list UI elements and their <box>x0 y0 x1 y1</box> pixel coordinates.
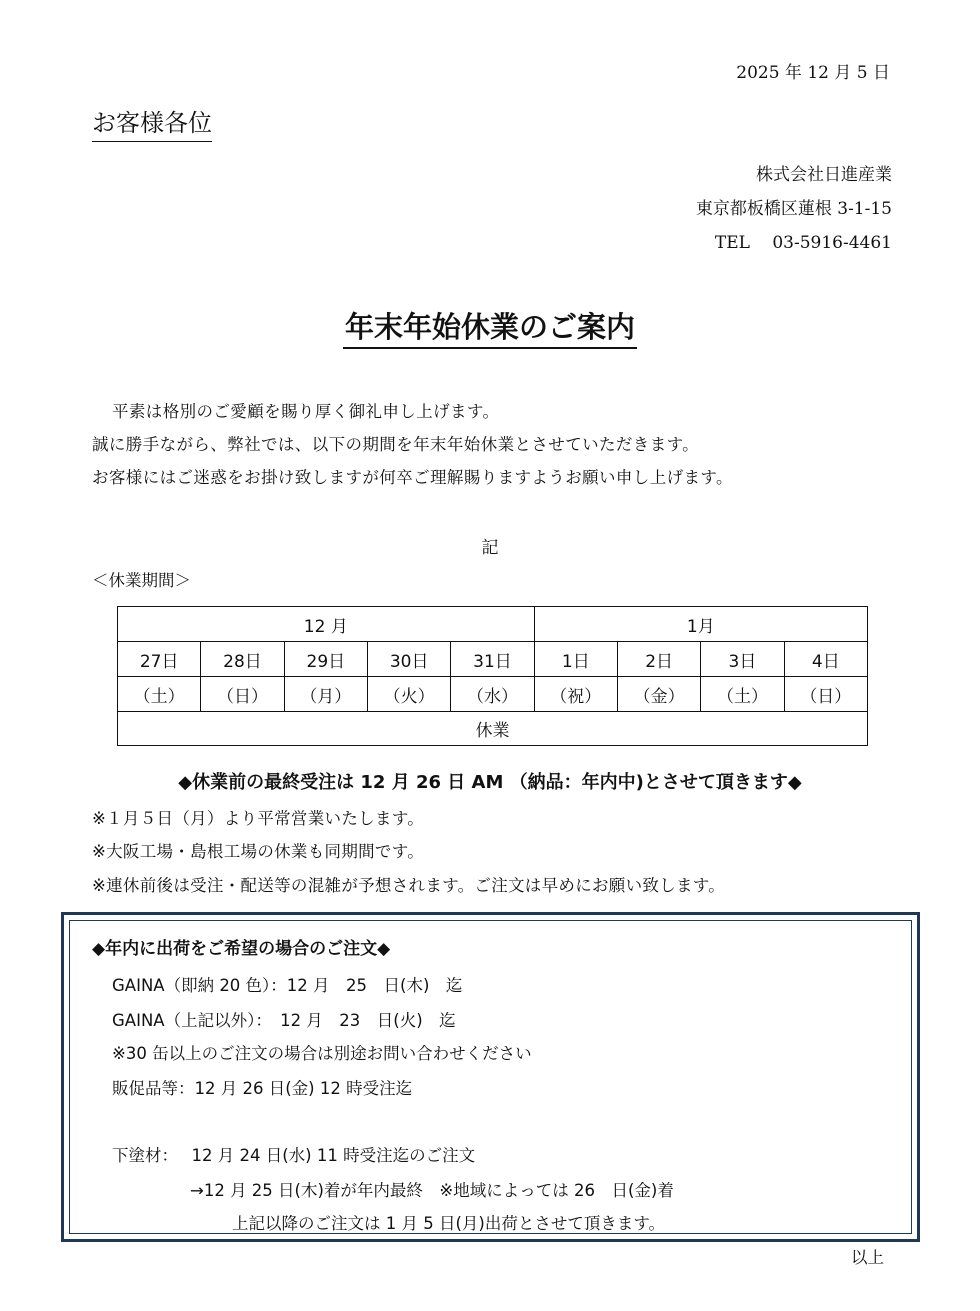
last-order-notice: ◆休業前の最終受注は 12 月 26 日 AM （納品：年内中)とさせて頂きます◆ <box>178 772 802 793</box>
weekday-cell: （月） <box>284 677 367 712</box>
day-cell: 31日 <box>451 642 534 677</box>
shipping-box-title: ◆年内に出荷をご希望の場合のご注文◆ <box>92 939 391 959</box>
status-row <box>118 712 868 746</box>
closed-status-cell: 休業 <box>118 712 868 746</box>
note-factories: ※大阪工場・島根工場の休業も同期間です。 <box>92 842 425 861</box>
company-name: 株式会社日進産業 <box>756 165 892 185</box>
period-label: ＜休業期間＞ <box>92 571 191 590</box>
day-cell: 28日 <box>201 642 284 677</box>
ki-heading: 記 <box>481 538 499 558</box>
company-address: 東京都板橋区蓮根 3-1-15 <box>695 199 892 219</box>
day-cell: 1日 <box>534 642 617 677</box>
shipping-bulk-note: ※30 缶以上のご注文の場合は別途お問い合わせください <box>112 1044 532 1063</box>
holiday-calendar-table <box>117 606 868 746</box>
shipping-after-note: 上記以降のご注文は 1 月 5 日(月)出荷とさせて頂きます。 <box>232 1214 666 1233</box>
company-tel: TEL 03-5916-4461 <box>714 233 892 253</box>
weekday-cell: （火） <box>367 677 450 712</box>
weekday-cell: （土） <box>701 677 784 712</box>
day-cell: 2日 <box>617 642 700 677</box>
note-congestion: ※連休前後は受注・配送等の混雑が予想されます。ご注文は早めにお願い致します。 <box>92 876 726 895</box>
weekday-cell: （水） <box>451 677 534 712</box>
weekday-cell: （日） <box>784 677 867 712</box>
body-line-1: 平素は格別のご愛顧を賜り厚く御礼申し上げます。 <box>112 402 500 421</box>
day-cell: 30日 <box>367 642 450 677</box>
weekday-cell: （日） <box>201 677 284 712</box>
shipping-promo: 販促品等：12 月 26 日(金) 12 時受注迄 <box>112 1079 413 1098</box>
day-cell: 3日 <box>701 642 784 677</box>
weekday-cell: （金） <box>617 677 700 712</box>
note-resume: ※１月５日（月）より平常営業いたします。 <box>92 809 425 828</box>
document-date: 2025 年 12 月 5 日 <box>736 63 890 83</box>
day-cell: 29日 <box>284 642 367 677</box>
body-line-2: 誠に勝手ながら、弊社では、以下の期間を年末年始休業とさせていただきます。 <box>92 435 700 454</box>
shipping-gaina-other: GAINA（上記以外）： 12 月 23 日(火) 迄 <box>112 1011 456 1030</box>
closing-ijo: 以上 <box>851 1248 884 1267</box>
month-row <box>118 607 868 642</box>
shipping-primer: 下塗材： 12 月 24 日(水) 11 時受注迄のご注文 <box>112 1146 476 1165</box>
day-row <box>118 642 868 677</box>
page-title-text: 年末年始休業のご案内 <box>343 310 637 349</box>
shipping-gaina-quick: GAINA（即納 20 色）：12 月 25 日(木) 迄 <box>112 976 463 995</box>
month-december: 12 月 <box>118 607 535 642</box>
body-line-3: お客様にはご迷惑をお掛け致しますが何卒ご理解賜りますようお願い申し上げます。 <box>92 468 733 487</box>
weekday-cell: （土） <box>118 677 201 712</box>
addressee: お客様各位 <box>92 103 212 142</box>
month-january: 1月 <box>534 607 867 642</box>
weekday-row <box>118 677 868 712</box>
shipping-primer-arrival: →12 月 25 日(木)着が年内最終 ※地域によっては 26 日(金)着 <box>190 1181 674 1200</box>
day-cell: 4日 <box>784 642 867 677</box>
day-cell: 27日 <box>118 642 201 677</box>
page-title <box>0 305 980 346</box>
weekday-cell: （祝） <box>534 677 617 712</box>
